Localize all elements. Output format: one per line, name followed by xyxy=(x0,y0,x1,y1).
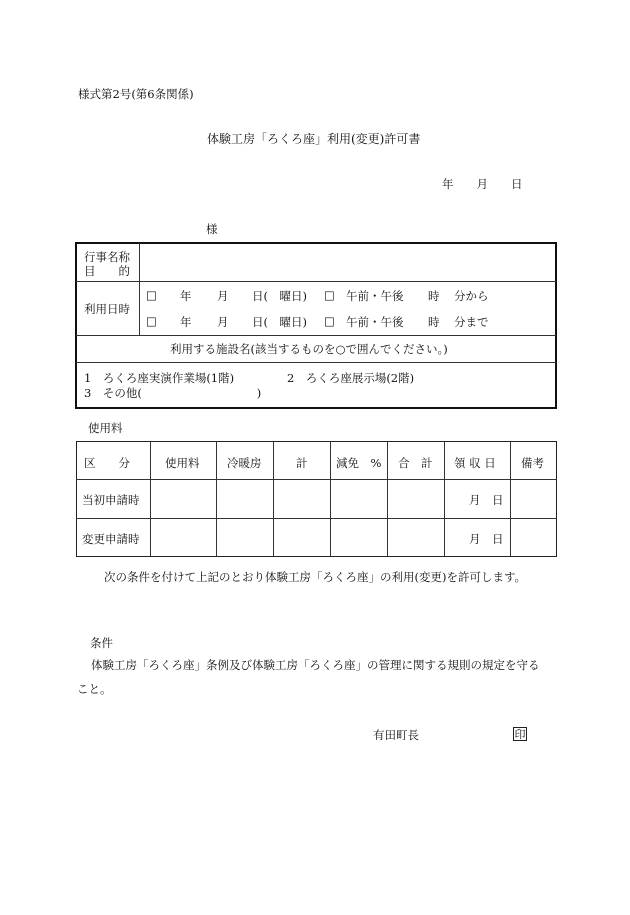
header-air-conditioning: 冷暖房 xyxy=(227,456,262,470)
document-title: 体験工房「ろくろ座」利用(変更)許可書 xyxy=(207,132,421,146)
year-label: 年 xyxy=(180,289,192,303)
row-divider xyxy=(76,479,557,480)
facility-header: 利用する施設名(該当するものを○で囲んでください。) xyxy=(170,342,448,356)
header-subtotal: 計 xyxy=(296,456,308,470)
column-divider xyxy=(150,441,151,557)
month-label: 月 xyxy=(217,315,229,329)
row-initial-label: 当初申請時 xyxy=(82,493,140,507)
row-divider xyxy=(76,518,557,519)
row-divider xyxy=(76,335,556,336)
usage-datetime-label: 利用日時 xyxy=(84,302,130,316)
from-label: 分から xyxy=(454,289,489,303)
row-initial-receipt: 月 日 xyxy=(469,493,504,507)
facility-option-3[interactable]: 3 その他( ) xyxy=(84,386,262,400)
checkbox-icon[interactable]: □ xyxy=(324,314,335,328)
event-name-label: 行事名称 xyxy=(84,250,130,264)
header-remarks: 備考 xyxy=(521,456,544,470)
checkbox-icon[interactable]: □ xyxy=(146,314,157,328)
form-number: 様式第2号(第6条関係) xyxy=(78,87,194,101)
event-name-field[interactable] xyxy=(141,244,555,280)
signer-title: 有田町長 xyxy=(373,728,419,742)
addressee-suffix: 様 xyxy=(206,222,218,236)
column-divider xyxy=(444,441,445,557)
month-label: 月 xyxy=(217,289,229,303)
column-divider xyxy=(216,441,217,557)
permission-statement: 次の条件を付けて上記のとおり体験工房「ろくろ座」の利用(変更)を許可します。 xyxy=(104,570,527,584)
hour-label: 時 xyxy=(428,289,440,303)
until-label: 分まで xyxy=(454,315,489,329)
year-label: 年 xyxy=(180,315,192,329)
header-receipt-date: 領 収 日 xyxy=(454,456,496,470)
day-weekday-label: 日( 曜日) xyxy=(252,315,307,329)
header-total: 合 計 xyxy=(398,456,433,470)
purpose-label: 目 的 xyxy=(84,264,130,278)
column-divider xyxy=(330,441,331,557)
seal-stamp: 印 xyxy=(514,728,526,741)
conditions-text: 体験工房「ろくろ座」条例及び体験工房「ろくろ座」の管理に関する規則の規定を守る xyxy=(91,658,540,672)
am-pm-label: 午前・午後 xyxy=(346,289,404,303)
column-divider xyxy=(510,441,511,557)
conditions-label: 条件 xyxy=(90,636,113,650)
facility-option-1[interactable]: 1 ろくろ座実演作業場(1階) xyxy=(84,371,235,385)
header-usage-fee: 使用料 xyxy=(165,456,200,470)
conditions-text-continued: こと。 xyxy=(77,682,112,696)
checkbox-icon[interactable]: □ xyxy=(146,288,157,302)
checkbox-icon[interactable]: □ xyxy=(324,288,335,302)
date-line: 年 月 日 xyxy=(442,177,523,191)
hour-label: 時 xyxy=(428,315,440,329)
fee-section-label: 使用料 xyxy=(88,421,123,435)
facility-option-2[interactable]: 2 ろくろ座展示場(2階) xyxy=(287,371,415,385)
header-category: 区 分 xyxy=(84,456,130,470)
row-change-receipt: 月 日 xyxy=(469,532,504,546)
column-divider xyxy=(387,441,388,557)
row-divider xyxy=(76,362,556,363)
header-exemption: 減免 % xyxy=(336,456,382,470)
column-divider xyxy=(273,441,274,557)
am-pm-label: 午前・午後 xyxy=(346,315,404,329)
day-weekday-label: 日( 曜日) xyxy=(252,289,307,303)
row-divider xyxy=(76,281,556,282)
row-change-label: 変更申請時 xyxy=(82,532,140,546)
column-divider xyxy=(139,243,140,335)
